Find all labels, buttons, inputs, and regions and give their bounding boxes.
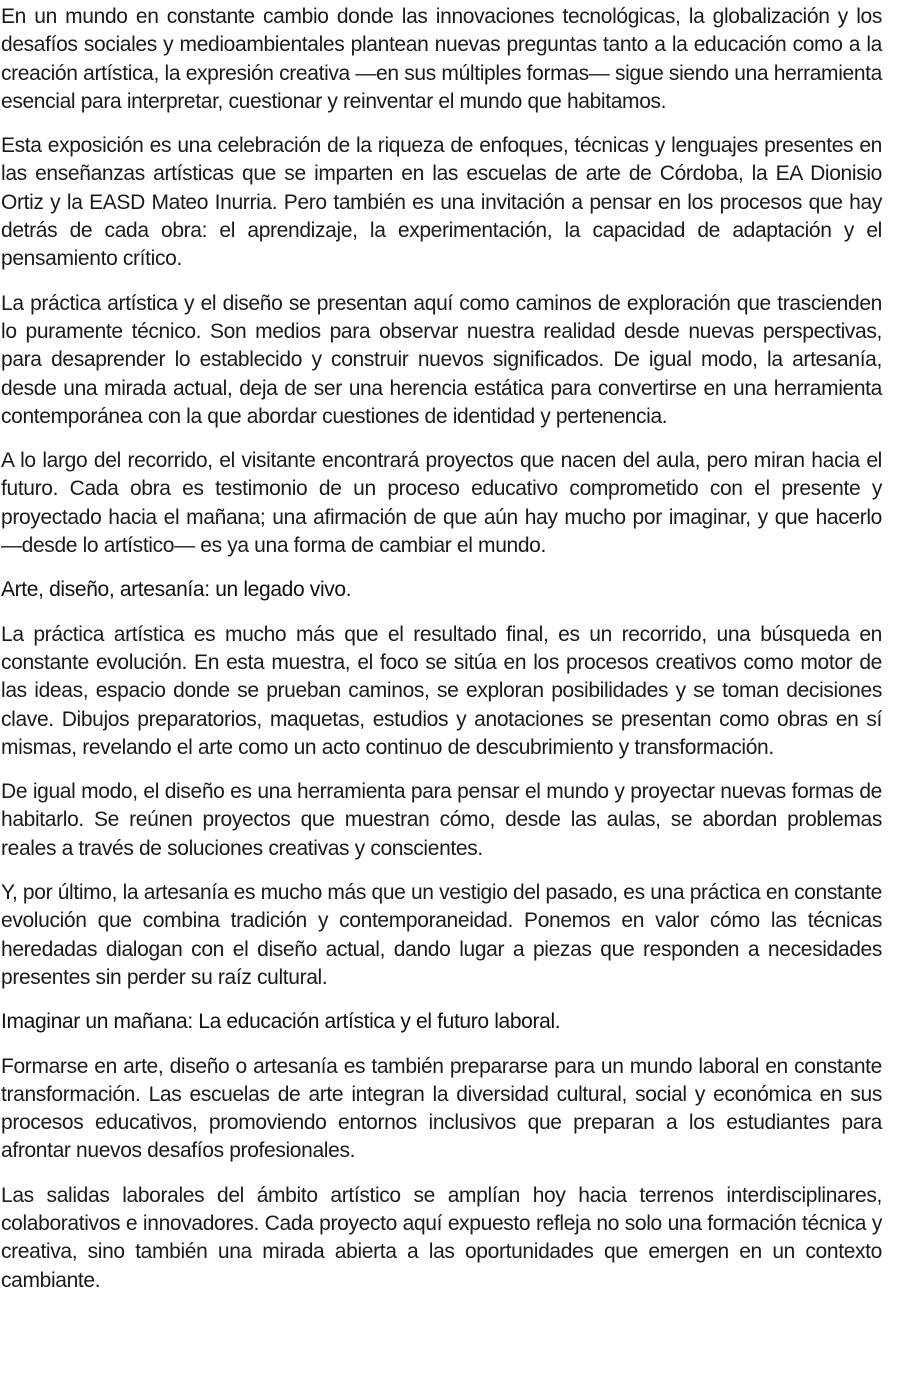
intro-paragraph-1: En un mundo en constante cambio donde las innovaciones tecnológicas, la globalización y los desafíos sociales y medioambientales plantean nuevas preguntas tanto a la educación como a la creación artística, la expresión creativa —en sus múltiples formas— sigue siendo una herramienta esencial para interpretar, cuestionar y reinventar el mundo que habitamos. <box>1 5 882 113</box>
intro-paragraph-4: A lo largo del recorrido, el visitante encontrará proyectos que nacen del aula, pero miran hacia el futuro. Cada obra es testimonio de un proceso educativo comprometido con el presente y proyectado hacia el mañana; una afirmación de que aún hay mucho por imaginar, y que hacerlo —desde lo artístico— es ya una forma de cambiar el mundo. <box>1 449 882 558</box>
section-heading-legado: Arte, diseño, artesanía: un legado vivo. <box>1 578 352 602</box>
intro-paragraph-3: La práctica artística y el diseño se presentan aquí como caminos de exploración que trascienden lo puramente técnico. Son medios para observar nuestra realidad desde nuevas perspectivas, para desaprender lo establecido y construir nuevos significados. De igual modo, la artesanía, desde una mirada actual, deja de ser una herencia estática para convertirse en una herramienta contemporánea con la que abordar cuestiones de identidad y pertenencia. <box>1 291 882 428</box>
intro-paragraph-2: Esta exposición es una celebración de la riqueza de enfoques, técnicas y lenguajes presentes en las enseñanzas artísticas que se imparten en las escuelas de arte de Córdoba, la EA Dionisio Ortiz y la EASD Mateo Inurria. Pero también es una invitación a pensar en los procesos que hay detrás de cada obra: el aprendizaje, la experimentación, la capacidad de adaptación y el pensamiento crítico. <box>1 134 882 271</box>
futuro-paragraph-2: Las salidas laborales del ámbito artístico se amplían hoy hacia terrenos interdisciplinares, colaborativos e innovadores. Cada proyecto aquí expuesto refleja no solo una formación técnica y creativa, sino también una mirada abierta a las oportunidades que emergen en un contexto cambiante. <box>1 1183 882 1292</box>
legado-paragraph-2: De igual modo, el diseño es una herramienta para pensar el mundo y proyectar nuevas formas de habitarlo. Se reúnen proyectos que muestran cómo, desde las aulas, se abordan problemas reales a través de soluciones creativas y conscientes. <box>1 780 882 860</box>
legado-paragraph-1: La práctica artística es mucho más que el resultado final, es un recorrido, una búsqueda en constante evolución. En esta muestra, el foco se sitúa en los procesos creativos como motor de las ideas, espacio donde se prueban caminos, se exploran posibilidades y se toman decisiones clave. Dibujos preparatorios, maquetas, estudios y anotaciones se presentan como obras en sí mismas, revelando el arte como un acto continuo de descubrimiento y transformación. <box>1 622 882 759</box>
legado-paragraph-3: Y, por último, la artesanía es mucho más que un vestigio del pasado, es una práctica en constante evolución que combina tradición y contemporaneidad. Ponemos en valor cómo las técnicas heredadas dialogan con el diseño actual, dando lugar a piezas que responden a necesidades presentes sin perder su raíz cultural. <box>1 881 882 989</box>
futuro-paragraph-1: Formarse en arte, diseño o artesanía es también prepararse para un mundo laboral en constante transformación. Las escuelas de arte integran la diversidad cultural, social y económica en sus procesos educativos, promoviendo entornos inclusivos que preparan a los estudiantes para afrontar nuevos desafíos profesionales. <box>1 1054 882 1163</box>
section-heading-futuro: Imaginar un mañana: La educación artística y el futuro laboral. <box>1 1010 561 1034</box>
